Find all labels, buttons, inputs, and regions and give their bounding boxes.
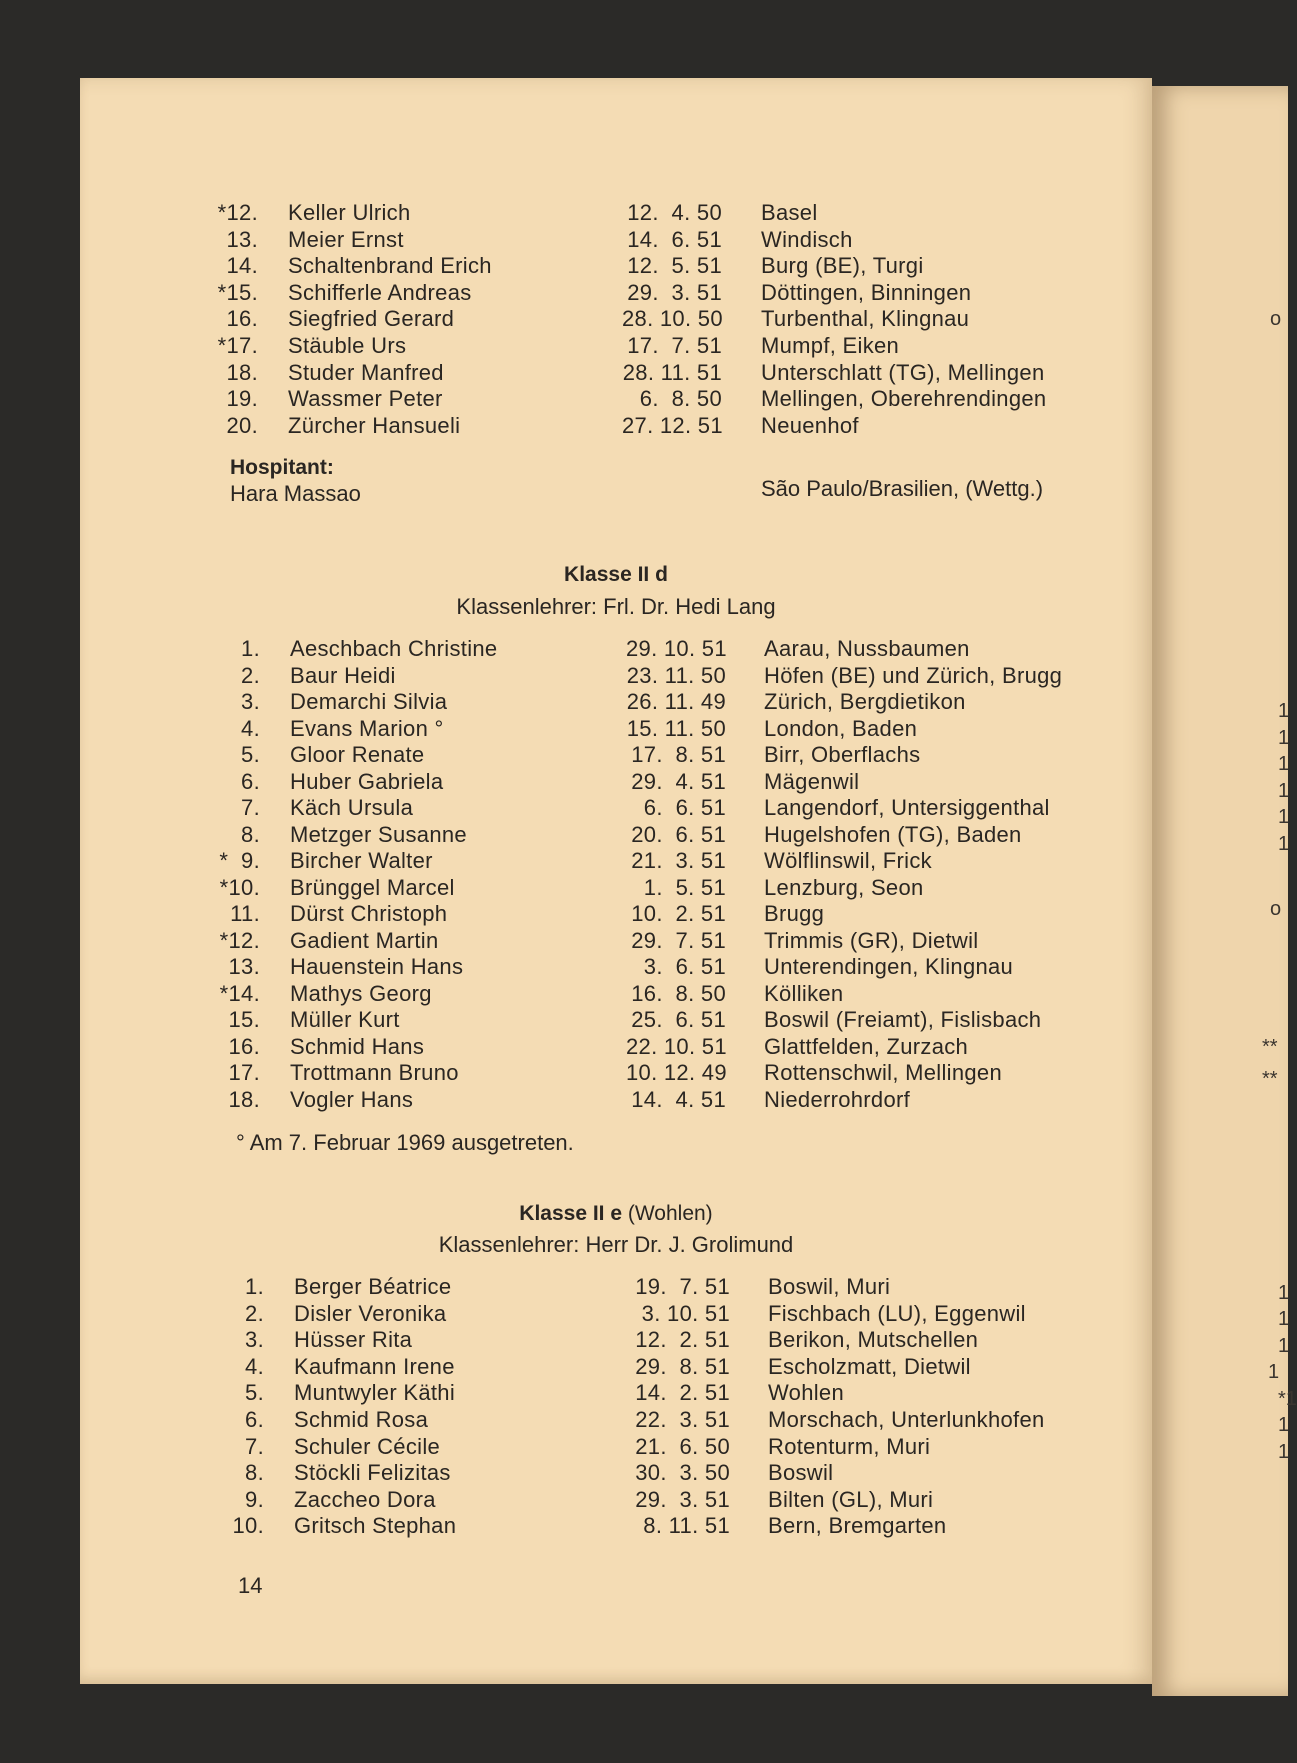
student-name: Gloor Renate — [290, 742, 425, 767]
student-number: 4. — [241, 715, 260, 741]
klasse-iid-title — [80, 563, 1152, 587]
student-number: *10. — [219, 874, 260, 900]
list-item — [80, 386, 1152, 412]
birth-date: 22. 3. 51 — [635, 1407, 730, 1432]
student-name: Meier Ernst — [288, 226, 404, 252]
birth-date: 21. 6. 50 — [635, 1433, 730, 1459]
home-place: Niederrohrdorf — [764, 1086, 911, 1112]
student-name: Mathys Georg — [290, 980, 432, 1006]
list-item — [80, 636, 1152, 662]
student-name: Keller Ulrich — [288, 200, 411, 225]
student-number: 14. — [226, 253, 258, 279]
student-name: Demarchi Silvia — [290, 689, 448, 714]
klasse-iid-teacher: Klassenlehrer: Frl. Dr. Hedi Lang — [456, 594, 776, 619]
birth-date: 27. 12. 51 — [622, 412, 723, 438]
birth-date: 10. 12. 49 — [626, 1060, 727, 1085]
birth-date: 29. 8. 51 — [635, 1353, 730, 1379]
list-item — [80, 1060, 1152, 1086]
home-place: Rottenschwil, Mellingen — [764, 1060, 1003, 1085]
student-number: 5. — [241, 742, 260, 767]
klasse-iid-title-text: Klasse II d — [564, 563, 668, 586]
student-name: Wassmer Peter — [288, 386, 443, 412]
list-item — [80, 1380, 1152, 1406]
home-place: Höfen (BE) und Zürich, Brugg — [764, 662, 1063, 688]
student-name: Brünggel Marcel — [290, 874, 455, 900]
birth-date: 29. 3. 51 — [635, 1486, 730, 1512]
student-number: 16. — [228, 1033, 260, 1059]
student-name: Kaufmann Irene — [294, 1353, 455, 1379]
birth-date: 29. 4. 51 — [631, 768, 726, 794]
student-name: Hauenstein Hans — [290, 954, 464, 979]
student-number: 19. — [226, 386, 258, 412]
birth-date: 17. 7. 51 — [627, 333, 722, 358]
facing-page-mark: *1 — [1278, 1388, 1297, 1410]
student-name: Trottmann Bruno — [290, 1060, 459, 1085]
student-name: Bircher Walter — [290, 848, 433, 873]
klasse-iie-location: (Wohlen) — [622, 1202, 713, 1225]
home-place: Bern, Bremgarten — [768, 1513, 947, 1539]
facing-page-mark: 1 — [1268, 1361, 1280, 1383]
home-place: Glattfelden, Zurzach — [764, 1033, 969, 1059]
birth-date: 26. 11. 49 — [626, 689, 726, 714]
student-name: Metzger Susanne — [290, 821, 467, 847]
home-place: London, Baden — [764, 715, 918, 741]
facing-page-mark: o — [1270, 898, 1282, 920]
facing-page-mark: 1 — [1278, 727, 1290, 749]
birth-date: 17. 8. 51 — [631, 742, 726, 767]
facing-page-mark: 1 — [1278, 1308, 1290, 1330]
home-place: Bilten (GL), Muri — [768, 1486, 934, 1512]
list-item — [80, 1487, 1152, 1513]
birth-date: 15. 11. 50 — [626, 715, 726, 741]
home-place: Turbenthal, Klingnau — [761, 306, 970, 332]
student-name: Zürcher Hansueli — [288, 412, 461, 438]
facing-page-mark: ** — [1262, 1068, 1278, 1090]
home-place: Lenzburg, Seon — [764, 874, 924, 900]
home-place: Windisch — [761, 226, 853, 252]
list-item — [80, 333, 1152, 359]
home-place: Aarau, Nussbaumen — [764, 636, 970, 661]
home-place: Zürich, Bergdietikon — [764, 689, 966, 714]
student-number: 1. — [241, 636, 260, 661]
facing-page-mark: 1 — [1278, 1282, 1290, 1304]
student-number: 9. — [245, 1486, 264, 1512]
student-name: Muntwyler Käthi — [294, 1380, 456, 1406]
klasse-iie-title-text: Klasse II e — [519, 1202, 623, 1225]
birth-date: 28. 10. 50 — [622, 306, 723, 332]
birth-date: 1. 5. 51 — [643, 874, 726, 900]
list-item — [80, 1087, 1152, 1113]
home-place: Mellingen, Oberehrendingen — [761, 386, 1047, 412]
student-name: Müller Kurt — [290, 1007, 400, 1032]
birth-date: 20. 6. 51 — [631, 821, 726, 847]
home-place: Burg (BE), Turgi — [761, 253, 924, 279]
facing-page-mark: 1 — [1278, 780, 1290, 802]
student-number: 10. — [232, 1513, 264, 1539]
list-item — [80, 1513, 1152, 1539]
student-number: 11. — [230, 901, 260, 926]
student-name: Evans Marion ° — [290, 715, 444, 741]
list-item — [80, 875, 1152, 901]
home-place: Brugg — [764, 901, 825, 926]
student-name: Vogler Hans — [290, 1086, 414, 1112]
facing-page-mark: 1 — [1278, 806, 1290, 828]
home-place: Rotenturm, Muri — [768, 1433, 931, 1459]
student-number: 4. — [245, 1353, 264, 1379]
student-number: 13. — [226, 226, 258, 252]
list-item — [80, 928, 1152, 954]
student-name: Stäuble Urs — [288, 333, 407, 358]
klasse-iid-footnote: ° Am 7. Februar 1969 ausgetreten. — [236, 1130, 574, 1155]
list-item — [80, 306, 1152, 332]
home-place: Mägenwil — [764, 768, 860, 794]
home-place: Unterendingen, Klingnau — [764, 954, 1014, 979]
student-number: 15. — [228, 1007, 260, 1032]
home-place: Boswil — [768, 1460, 834, 1486]
birth-date: 14. 4. 51 — [631, 1086, 726, 1112]
student-name: Schifferle Andreas — [288, 279, 472, 305]
birth-date: 14. 2. 51 — [635, 1380, 730, 1406]
home-place: Hugelshofen (TG), Baden — [764, 821, 1022, 847]
student-name: Stöckli Felizitas — [294, 1460, 451, 1486]
birth-date: 14. 6. 51 — [627, 226, 722, 252]
list-item — [80, 1354, 1152, 1380]
home-place: Langendorf, Untersiggenthal — [764, 795, 1050, 820]
birth-date: 29. 3. 51 — [627, 279, 722, 305]
facing-page-mark: 1 — [1278, 833, 1290, 855]
student-number: 17. — [228, 1060, 260, 1085]
birth-date: 12. 2. 51 — [635, 1327, 730, 1353]
list-item — [80, 663, 1152, 689]
facing-page-mark: 1 — [1278, 700, 1290, 722]
student-number: * 9. — [219, 848, 260, 873]
student-name: Zaccheo Dora — [294, 1486, 436, 1512]
student-number: *17. — [217, 333, 258, 358]
student-number: 20. — [226, 412, 258, 438]
home-place: Mumpf, Eiken — [761, 333, 900, 358]
home-place: Döttingen, Binningen — [761, 279, 972, 305]
student-number: *15. — [217, 279, 258, 305]
student-number: 5. — [245, 1380, 264, 1406]
facing-page-mark: 1 — [1278, 1335, 1290, 1357]
student-number: 16. — [226, 306, 258, 332]
page-number: 14 — [238, 1573, 263, 1598]
facing-page-mark: 1 — [1278, 1414, 1290, 1436]
birth-date: 29. 7. 51 — [631, 927, 726, 953]
list-item — [80, 769, 1152, 795]
klasse-iie-teacher: Klassenlehrer: Herr Dr. J. Grolimund — [438, 1232, 794, 1257]
list-item — [80, 1327, 1152, 1353]
list-item — [80, 1407, 1152, 1433]
list-item — [80, 689, 1152, 715]
list-item — [80, 1274, 1152, 1300]
list-item — [80, 1460, 1152, 1486]
klasse-iie-title — [80, 1202, 1152, 1226]
home-place: Neuenhof — [761, 412, 859, 438]
home-place: Fischbach (LU), Eggenwil — [768, 1300, 1026, 1326]
student-number: 13. — [228, 954, 260, 979]
list-item — [80, 1007, 1152, 1033]
document-page — [80, 78, 1152, 1684]
student-number: 8. — [241, 821, 260, 847]
list-item — [80, 1434, 1152, 1460]
student-number: 8. — [245, 1460, 264, 1486]
facing-page-mark: o — [1270, 308, 1282, 330]
list-item — [80, 253, 1152, 279]
birth-date: 6. 6. 51 — [643, 795, 726, 820]
student-name: Hüsser Rita — [294, 1327, 413, 1353]
student-number: 6. — [245, 1407, 264, 1432]
student-name: Gritsch Stephan — [294, 1513, 457, 1539]
list-item — [80, 795, 1152, 821]
home-place: Berikon, Mutschellen — [768, 1327, 979, 1353]
birth-date: 16. 8. 50 — [631, 980, 726, 1006]
home-place: Wölflinswil, Frick — [764, 848, 932, 873]
list-item — [80, 901, 1152, 927]
student-name: Schmid Rosa — [294, 1407, 429, 1432]
student-name: Siegfried Gerard — [288, 306, 455, 332]
student-name: Baur Heidi — [290, 662, 396, 688]
home-place: Escholzmatt, Dietwil — [768, 1353, 971, 1379]
student-number: *12. — [219, 927, 260, 953]
home-place: Birr, Oberflachs — [764, 742, 921, 767]
home-place: Trimmis (GR), Dietwil — [764, 927, 979, 953]
student-name: Schaltenbrand Erich — [288, 253, 492, 279]
facing-page-mark: 1 — [1278, 1441, 1290, 1463]
list-item — [80, 1301, 1152, 1327]
hospitant-label: Hospitant: — [230, 456, 334, 479]
student-name: Huber Gabriela — [290, 768, 444, 794]
student-number: 18. — [228, 1086, 260, 1112]
birth-date: 3. 10. 51 — [641, 1300, 730, 1326]
student-number: 7. — [241, 795, 260, 820]
home-place: Kölliken — [764, 980, 844, 1006]
home-place: Wohlen — [768, 1380, 844, 1406]
list-item — [80, 280, 1152, 306]
birth-date: 21. 3. 51 — [631, 848, 726, 873]
student-name: Schuler Cécile — [294, 1433, 441, 1459]
birth-date: 22. 10. 51 — [626, 1033, 727, 1059]
birth-date: 3. 6. 51 — [643, 954, 726, 979]
birth-date: 6. 8. 50 — [639, 386, 722, 412]
home-place: Boswil, Muri — [768, 1274, 891, 1299]
home-place: Boswil (Freiamt), Fislisbach — [764, 1007, 1042, 1032]
student-name: Dürst Christoph — [290, 901, 448, 926]
hospitant-name: Hara Massao — [230, 481, 361, 506]
birth-date: 12. 4. 50 — [627, 200, 722, 225]
student-number: *14. — [219, 980, 260, 1006]
birth-date: 28. 11. 51 — [622, 359, 722, 385]
student-name: Aeschbach Christine — [290, 636, 498, 661]
student-name: Studer Manfred — [288, 359, 444, 385]
list-item — [80, 742, 1152, 768]
home-place: Morschach, Unterlunkhofen — [768, 1407, 1045, 1432]
birth-date: 29. 10. 51 — [626, 636, 727, 661]
student-name: Berger Béatrice — [294, 1274, 452, 1299]
list-item — [80, 360, 1152, 386]
student-number: 1. — [245, 1274, 264, 1299]
student-number: 18. — [226, 359, 258, 385]
birth-date: 8. 11. 51 — [643, 1513, 730, 1539]
list-item — [80, 200, 1152, 226]
list-item — [80, 848, 1152, 874]
birth-date: 25. 6. 51 — [631, 1007, 726, 1032]
birth-date: 23. 11. 50 — [626, 662, 726, 688]
student-number: 3. — [241, 689, 260, 714]
student-number: 3. — [245, 1327, 264, 1353]
list-item — [80, 716, 1152, 742]
home-place: Basel — [761, 200, 818, 225]
home-place: Unterschlatt (TG), Mellingen — [761, 359, 1045, 385]
student-name: Käch Ursula — [290, 795, 414, 820]
hospitant-place: São Paulo/Brasilien, (Wettg.) — [761, 476, 1044, 501]
student-number: 6. — [241, 768, 260, 794]
facing-page-mark: ** — [1262, 1036, 1278, 1058]
facing-page-mark: 1 — [1278, 753, 1290, 775]
student-number: 7. — [245, 1433, 264, 1459]
birth-date: 12. 5. 51 — [627, 253, 722, 279]
birth-date: 30. 3. 50 — [635, 1460, 730, 1486]
facing-page — [1152, 86, 1297, 1696]
student-name: Schmid Hans — [290, 1033, 425, 1059]
student-name: Disler Veronika — [294, 1300, 447, 1326]
list-item — [80, 981, 1152, 1007]
list-item — [80, 413, 1152, 439]
birth-date: 10. 2. 51 — [631, 901, 726, 926]
list-item — [80, 227, 1152, 253]
birth-date: 19. 7. 51 — [635, 1274, 730, 1299]
list-item — [80, 1034, 1152, 1060]
student-number: 2. — [245, 1300, 264, 1326]
student-name: Gadient Martin — [290, 927, 439, 953]
list-item — [80, 954, 1152, 980]
student-number: *12. — [217, 200, 258, 225]
student-number: 2. — [241, 662, 260, 688]
list-item — [80, 822, 1152, 848]
